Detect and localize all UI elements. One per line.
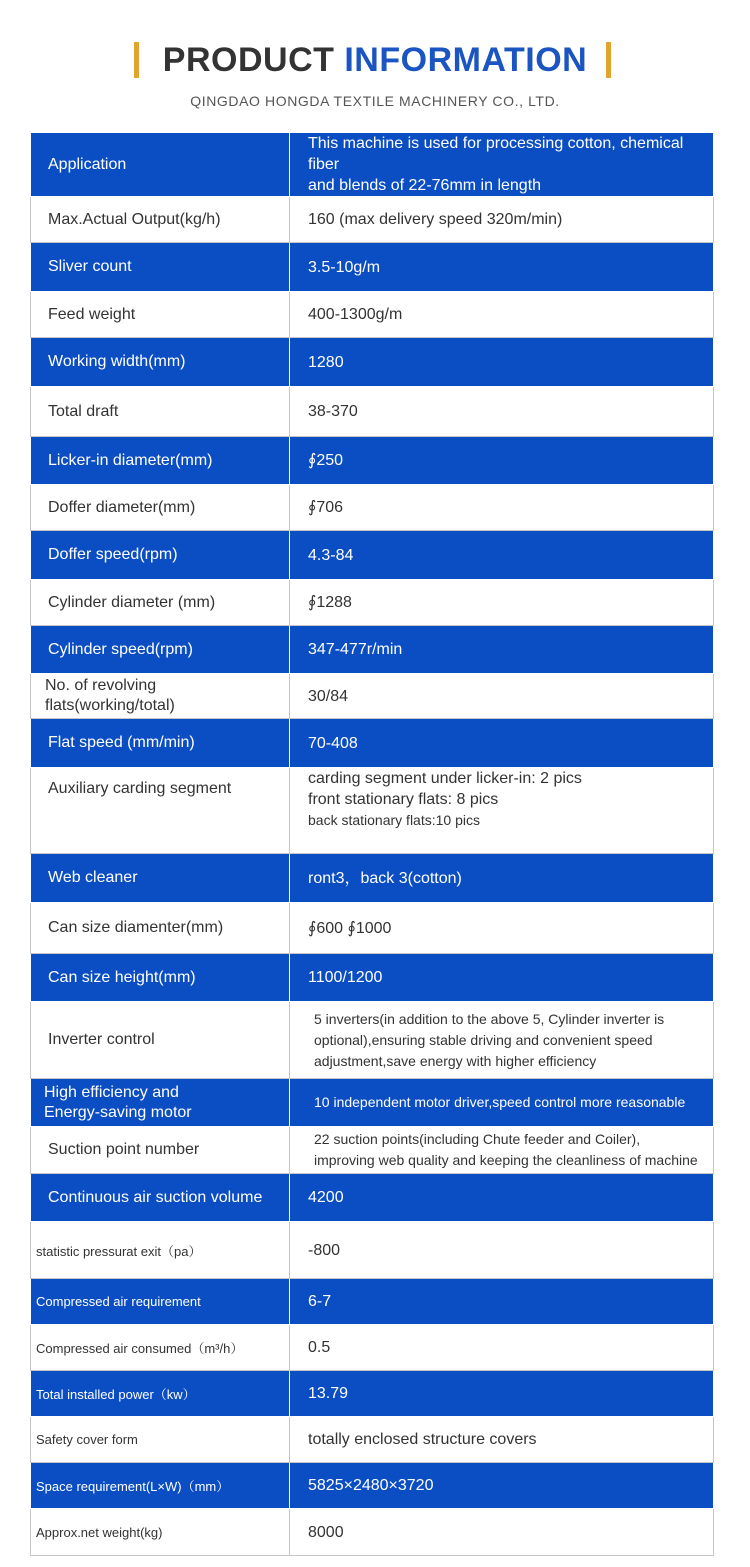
spec-label [31, 243, 290, 292]
spec-value-text: 22 suction points(including Chute feeder and Coiler), [314, 1131, 641, 1147]
spec-label [31, 1174, 290, 1222]
spec-value [290, 485, 714, 531]
spec-label [31, 1417, 290, 1463]
spec-value [290, 626, 714, 674]
spec-label-text: Application [48, 155, 127, 173]
spec-row [31, 1002, 714, 1079]
spec-value-text: 13.79 [308, 1385, 349, 1402]
spec-value-text: ∮250 [308, 452, 344, 469]
spec-row [31, 133, 714, 197]
spec-label [31, 1222, 290, 1279]
spec-row [31, 580, 714, 626]
spec-label-text: statistic pressurat exit（pa） [36, 1243, 202, 1259]
spec-value [290, 1325, 714, 1371]
spec-row [31, 243, 714, 292]
spec-value [290, 197, 714, 243]
page-title [0, 38, 750, 82]
spec-value [290, 674, 714, 719]
spec-label-text: Suction point number [48, 1141, 200, 1158]
spec-value [290, 243, 714, 292]
spec-label-text: Total installed power（kw） [36, 1387, 196, 1402]
spec-row [31, 1127, 714, 1174]
spec-value-text: ∮600 ∮1000 [308, 919, 392, 937]
spec-value-text: ∮706 [308, 499, 344, 516]
spec-label [31, 903, 290, 954]
spec-value [290, 719, 714, 768]
spec-label-text: Continuous air suction volume [48, 1188, 263, 1206]
page-header [0, 0, 750, 132]
spec-row [31, 1509, 714, 1556]
spec-value-text: 38-370 [308, 403, 358, 420]
spec-value [290, 903, 714, 954]
spec-label-text: Can size diamenter(mm) [48, 919, 224, 936]
spec-row [31, 768, 714, 854]
spec-value-text: 4.3-84 [308, 546, 354, 564]
spec-row [31, 292, 714, 338]
spec-value [290, 133, 714, 197]
spec-label [31, 387, 290, 437]
spec-label [31, 1463, 290, 1509]
spec-value [290, 854, 714, 903]
spec-row [31, 903, 714, 954]
spec-label-text: Energy-saving motor [44, 1103, 192, 1121]
spec-label-text: Sliver count [48, 258, 132, 275]
spec-value [290, 768, 714, 854]
spec-label-text: Licker-in diameter(mm) [48, 451, 213, 469]
spec-value-text: 160 (max delivery speed 320m/min) [308, 211, 563, 228]
spec-value-text: ∮1288 [308, 594, 352, 611]
spec-row [31, 1222, 714, 1279]
spec-value [290, 580, 714, 626]
spec-value-text: This machine is used for processing cotton, chemical fiber [308, 135, 684, 173]
spec-label [31, 626, 290, 674]
spec-label [31, 197, 290, 243]
spec-row [31, 1325, 714, 1371]
spec-row [31, 531, 714, 580]
spec-value-text: adjustment,save energy with higher efficiency [314, 1052, 597, 1069]
spec-label-text: Safety cover form [36, 1432, 138, 1447]
spec-label [31, 854, 290, 903]
spec-value-text: 1280 [308, 353, 344, 371]
spec-value-text: and blends of 22-76mm in length [308, 177, 542, 194]
spec-label-text: Compressed air requirement [36, 1294, 201, 1309]
spec-label-text: Cylinder speed(rpm) [48, 640, 193, 658]
spec-row [31, 674, 714, 719]
spec-label [31, 1325, 290, 1371]
spec-value-text: back stationary flats:10 pics [308, 812, 480, 828]
spec-row [31, 1174, 714, 1222]
spec-label [31, 133, 290, 197]
spec-value [290, 1417, 714, 1463]
spec-value [290, 1222, 714, 1279]
spec-label [31, 1279, 290, 1325]
spec-label-text: High efficiency and [44, 1083, 179, 1101]
spec-value [290, 1279, 714, 1325]
spec-value [290, 437, 714, 485]
spec-label-text: Flat speed (mm/min) [48, 734, 195, 751]
spec-label-text: No. of revolving [45, 677, 157, 694]
spec-label-text: Inverter control [48, 1031, 155, 1048]
spec-value-text: 30/84 [308, 687, 349, 705]
spec-value-text: optional),ensuring stable driving and convenient speed [314, 1031, 653, 1048]
spec-value-text: 5 inverters(in addition to the above 5, Cylinder inverter is [314, 1010, 665, 1027]
spec-value-text: ront3，back 3(cotton) [308, 869, 462, 887]
spec-value [290, 338, 714, 387]
spec-label [31, 1509, 290, 1556]
spec-row [31, 197, 714, 243]
spec-value [290, 954, 714, 1002]
spec-value [290, 292, 714, 338]
spec-table [30, 132, 714, 1556]
spec-value [290, 1127, 714, 1174]
spec-label-text: Approx.net weight(kg) [36, 1524, 163, 1540]
spec-label [31, 674, 290, 719]
spec-value-text: 0.5 [308, 1339, 331, 1356]
spec-label-text: Compressed air consumed（m³/h） [36, 1341, 244, 1356]
spec-value-text: front stationary flats: 8 pics [308, 791, 499, 808]
spec-label [31, 1002, 290, 1079]
spec-label-text: Cylinder diameter (mm) [48, 593, 216, 611]
spec-label-text: Total draft [48, 402, 119, 420]
spec-value [290, 1174, 714, 1222]
spec-row [31, 626, 714, 674]
spec-row [31, 719, 714, 768]
spec-value [290, 1509, 714, 1556]
spec-value-text: -800 [308, 1241, 341, 1259]
spec-value [290, 1371, 714, 1417]
spec-label [31, 338, 290, 387]
spec-label [31, 531, 290, 580]
spec-label-text: Max.Actual Output(kg/h) [48, 210, 221, 228]
spec-label-text: Doffer diameter(mm) [48, 498, 196, 516]
spec-label [31, 1371, 290, 1417]
spec-value [290, 387, 714, 437]
spec-value-text: carding segment under licker-in: 2 pics [308, 770, 582, 787]
spec-value-text: 6-7 [308, 1293, 332, 1310]
spec-row [31, 437, 714, 485]
spec-value-text: 10 independent motor driver,speed control more reasonable [314, 1094, 686, 1110]
spec-value-text: 1100/1200 [308, 969, 383, 986]
spec-value-text: 347-477r/min [308, 641, 403, 658]
spec-row [31, 387, 714, 437]
spec-row [31, 1371, 714, 1417]
spec-value [290, 1002, 714, 1079]
spec-label [31, 719, 290, 768]
spec-label [31, 292, 290, 338]
spec-label-text: Web cleaner [48, 869, 138, 886]
spec-row [31, 338, 714, 387]
spec-value-text: totally enclosed structure covers [308, 1431, 537, 1448]
spec-label [31, 1127, 290, 1174]
spec-row [31, 1463, 714, 1509]
spec-label [31, 1079, 290, 1127]
spec-value-text: 3.5-10g/m [308, 258, 381, 276]
spec-label [31, 580, 290, 626]
spec-value-text: 4200 [308, 1189, 344, 1206]
spec-label-text: Feed weight [48, 305, 136, 323]
accent-bar-right [606, 42, 611, 78]
title-part-2: INFORMATION [344, 41, 588, 79]
spec-table-body [31, 133, 714, 1556]
spec-label-text: Auxiliary carding segment [48, 780, 232, 797]
spec-label [31, 485, 290, 531]
spec-row [31, 1079, 714, 1127]
spec-label-text: Space requirement(L×W)（mm） [36, 1479, 230, 1494]
spec-value-text: 70-408 [308, 734, 358, 752]
spec-label [31, 768, 290, 854]
spec-label-text: Can size height(mm) [48, 968, 196, 986]
spec-label-text: flats(working/total) [45, 697, 175, 714]
spec-row [31, 485, 714, 531]
spec-label [31, 437, 290, 485]
spec-value-text: 400-1300g/m [308, 306, 403, 323]
spec-label-text: Working width(mm) [48, 353, 186, 370]
company-subtitle: QINGDAO HONGDA TEXTILE MACHINERY CO., LTD. [190, 93, 560, 109]
spec-value-text: improving web quality and keeping the cleanliness of machine [314, 1152, 698, 1168]
spec-value [290, 1463, 714, 1509]
spec-row [31, 1279, 714, 1325]
spec-value-text: 5825×2480×3720 [308, 1477, 434, 1494]
title-part-1: PRODUCT [162, 41, 335, 79]
spec-label-text: Doffer speed(rpm) [48, 546, 178, 563]
spec-value [290, 1079, 714, 1127]
spec-label [31, 954, 290, 1002]
spec-row [31, 1417, 714, 1463]
spec-value-text: 8000 [308, 1523, 344, 1541]
spec-value [290, 531, 714, 580]
spec-row [31, 954, 714, 1002]
spec-row [31, 854, 714, 903]
